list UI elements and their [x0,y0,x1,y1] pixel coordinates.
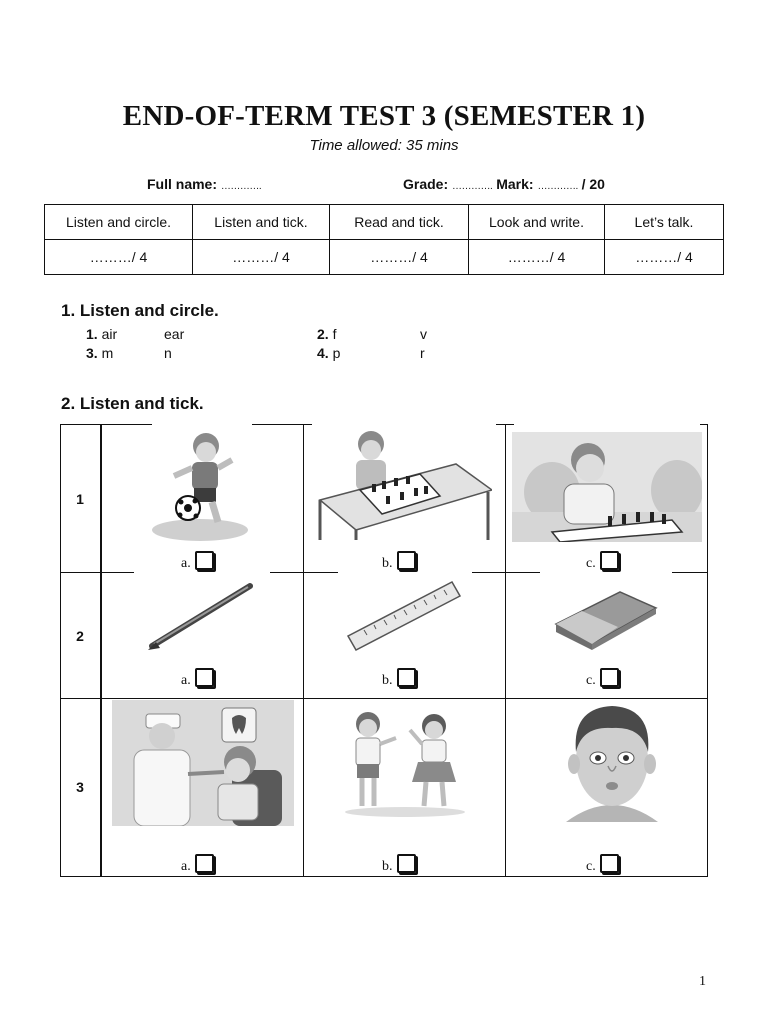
score-header: Listen and tick. [193,205,330,240]
tick-checkbox[interactable] [600,854,619,873]
dentist-picture [112,700,294,826]
surprised-boy-picture [556,702,668,824]
option-b [382,668,416,689]
listen-item [86,326,117,342]
option-label: a. [181,673,191,688]
mark-label: Mark: [496,176,534,192]
grid-line [60,424,152,425]
option-label: a. [181,859,191,874]
option-label: c. [586,673,596,688]
option-b [382,854,416,875]
section2-heading: 2. Listen and tick. [61,394,204,413]
score-header: Read and tick. [330,205,469,240]
listen-item [317,345,340,361]
grid-line [700,424,708,425]
option-label: a. [181,556,191,571]
option-word: n [164,345,172,361]
grid-line [60,876,708,877]
option-word: air [101,326,118,342]
score-table-header-row [45,205,724,240]
row-number: 1 [76,491,84,507]
item-number: 1. [86,326,98,342]
score-header: Look and write. [469,205,605,240]
page-number: 1 [699,974,706,989]
score-header: Listen and circle. [45,205,193,240]
option-label: b. [382,673,393,688]
score-table-score-row [45,240,724,275]
children-talking-picture [330,708,480,818]
option-c [586,668,619,689]
score-cell: ………/ 4 [469,240,605,275]
row-number: 3 [76,779,84,795]
option-label: c. [586,859,596,874]
score-table [44,204,724,275]
boy-kicking-ball-picture [150,430,250,542]
grid-line [252,424,312,425]
option-c [586,854,619,875]
test-title: END-OF-TERM TEST 3 (SEMESTER 1) [122,100,646,132]
tick-checkbox[interactable] [397,854,416,873]
option-c [586,551,619,572]
option-label: b. [382,859,393,874]
grid-line [303,424,304,876]
full-name-field [147,176,261,192]
grid-line [60,698,708,699]
mark-total: / 20 [581,176,605,192]
row-number: 2 [76,628,84,644]
grid-line [505,424,506,876]
boy-thinking-chess-picture [512,432,702,542]
grid-line [496,424,514,425]
tick-checkbox[interactable] [195,551,214,570]
score-cell: ………/ 4 [193,240,330,275]
tick-checkbox[interactable] [195,668,214,687]
full-name-label: Full name: [147,176,218,192]
section1-heading: 1. Listen and circle. [61,301,219,320]
option-a [181,668,214,689]
option-b [382,551,416,572]
grid-line [672,572,708,573]
option-label: b. [382,556,393,571]
score-cell: ………/ 4 [605,240,724,275]
grid-line [472,572,540,573]
tick-checkbox[interactable] [600,551,619,570]
option-a [181,854,214,875]
grade-dots: …………. [452,181,493,192]
mark-dots: …………. [537,181,578,192]
option-a [181,551,214,572]
option-label: c. [586,556,596,571]
full-name-dots: …………. [220,181,262,192]
item-number: 4. [317,345,329,361]
option-word: f [332,326,337,342]
tick-checkbox[interactable] [195,854,214,873]
listen-item [86,345,113,361]
score-cell: ………/ 4 [45,240,193,275]
tick-checkbox[interactable] [600,668,619,687]
boy-playing-chess-picture [316,430,492,540]
option-word: r [420,345,425,361]
grid-line [707,424,708,876]
tick-checkbox[interactable] [397,551,416,570]
tick-checkbox[interactable] [397,668,416,687]
score-cell: ………/ 4 [330,240,469,275]
ruler-picture [344,578,462,654]
grade-mark-field [403,176,605,192]
option-word: ear [164,326,185,342]
option-word: m [101,345,114,361]
grid-line [270,572,338,573]
listen-item [317,326,336,342]
grid-line [100,424,102,876]
item-number: 2. [317,326,329,342]
eraser-picture [550,582,662,652]
time-allowed: Time allowed: 35 mins [309,137,459,154]
grid-line [60,572,134,573]
pencil-picture [146,580,256,652]
grade-label: Grade: [403,176,449,192]
item-number: 3. [86,345,98,361]
option-word: p [332,345,341,361]
score-header: Let’s talk. [605,205,724,240]
option-word: v [420,326,427,342]
